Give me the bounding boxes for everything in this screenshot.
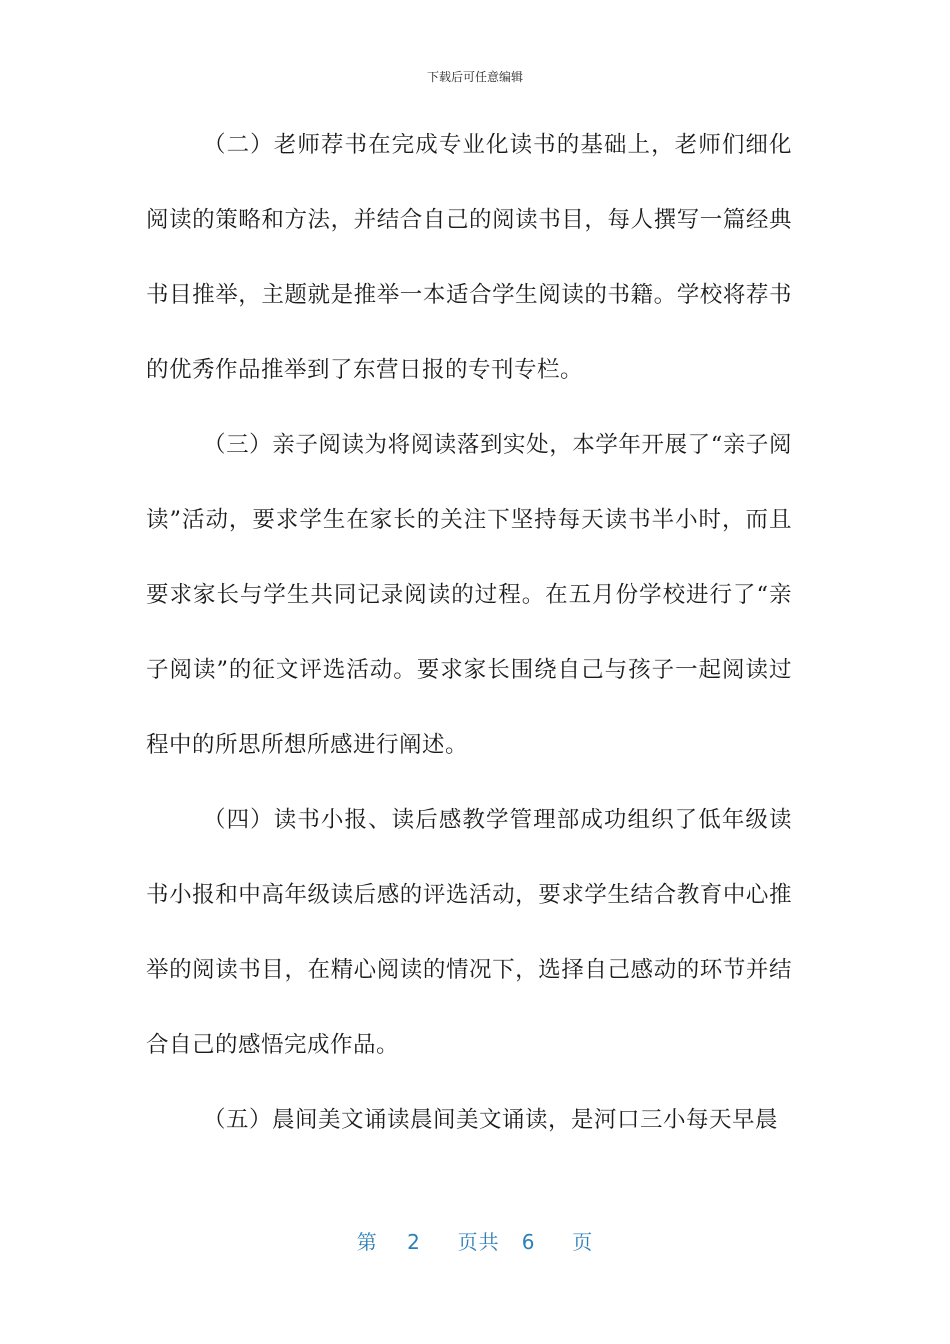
header-note: 下载后可任意编辑 — [426, 70, 523, 84]
footer-label-middle: 页共 — [457, 1230, 500, 1254]
footer-label-suffix: 页 — [572, 1230, 594, 1254]
footer-current-page: 2 — [407, 1230, 421, 1254]
footer-label-prefix: 第 — [356, 1230, 378, 1254]
paragraph-morning-recitation: （五）晨间美文诵读晨间美文诵读，是河口三小每天早晨 — [203, 1107, 779, 1133]
paragraph-parent-child-reading: （三）亲子阅读为将阅读落到实处，本学年开展了“亲子阅读”活动，要求学生在家长的关注下坚持每天读书半小时，而且要求家长与学生共同记录阅读的过程。在五月份学校进行了“亲子阅读”的征文评选活动。要求家长围绕自己与孩子一起阅读过程中的所思所想所感进行阐述。 — [146, 432, 792, 758]
paragraph-teacher-recommendation: （二）老师荐书在完成专业化读书的基础上，老师们细化阅读的策略和方法，并结合自己的阅读书目，每人撰写一篇经典书目推举，主题就是推举一本适合学生阅读的书籍。学校将荐书的优秀作品推举到了东营日报的专刊专栏。 — [146, 132, 792, 383]
paragraph-reading-newsletter: （四）读书小报、读后感教学管理部成功组织了低年级读书小报和中高年级读后感的评选活动，要求学生结合教育中心推举的阅读书目，在精心阅读的情况下，选择自己感动的环节并结合自己的感悟完成作品。 — [146, 807, 792, 1058]
document-body — [146, 108, 792, 1158]
page-footer — [0, 1226, 950, 1255]
footer-total-pages: 6 — [521, 1230, 536, 1254]
